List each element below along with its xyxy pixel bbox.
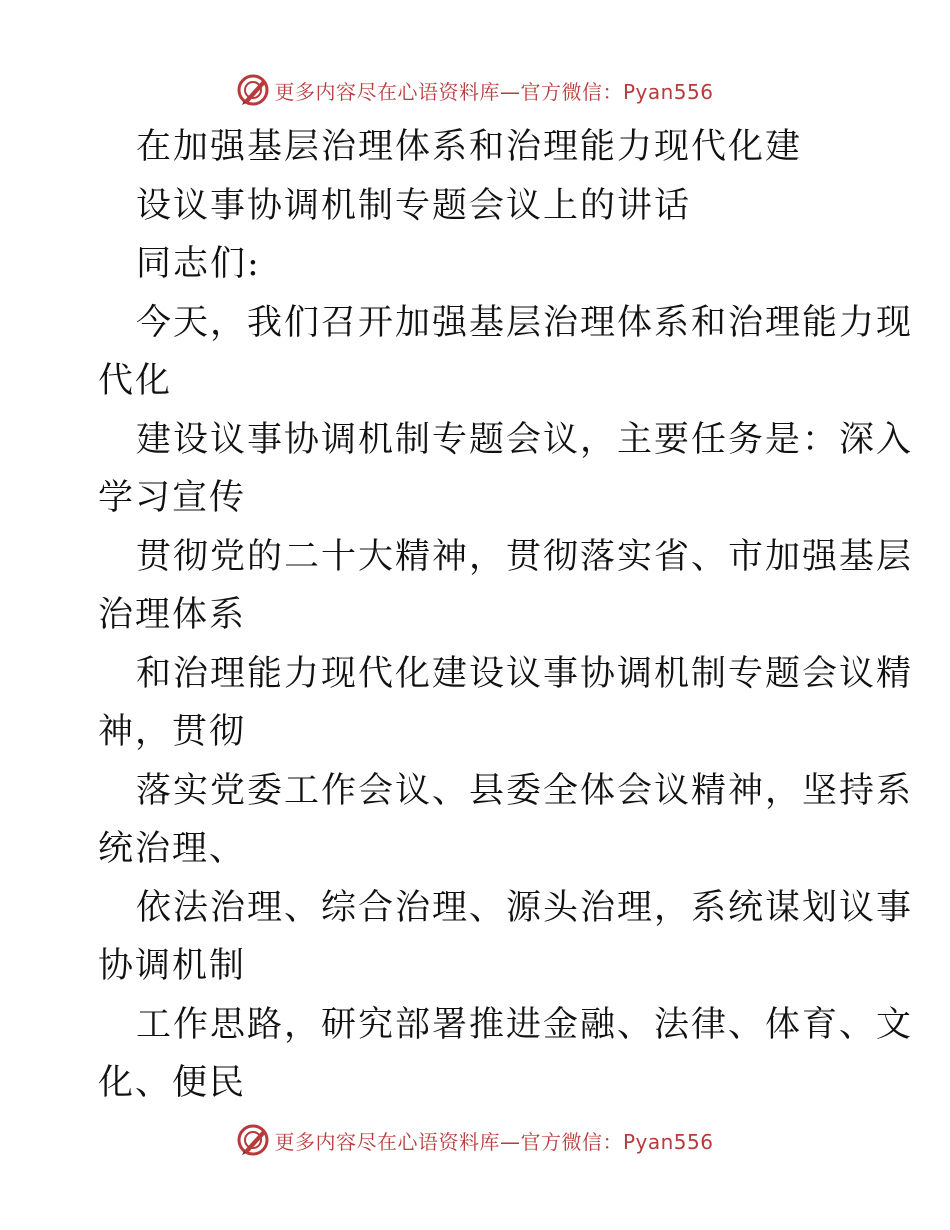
- text-line: 同志们:: [136, 244, 261, 284]
- pen-logo-icon: [236, 1123, 270, 1157]
- text-line: 设议事协调机制专题会议上的讲话: [136, 185, 692, 226]
- text-line: 和治理能力现代化建设议事协调机制专题会议精: [136, 653, 914, 694]
- text-line: 统治理、: [98, 829, 247, 869]
- text-line: 落实党委工作会议、县委全体会议精神，坚持系: [136, 770, 914, 811]
- text-line: 治理体系: [98, 595, 247, 635]
- text-line: 依法治理、综合治理、源头治理，系统谋划议事: [136, 887, 914, 928]
- watermark-text: 更多内容尽在心语资料库—官方微信：Pyan556: [274, 1129, 714, 1154]
- text-line: 代化: [98, 361, 173, 401]
- pen-logo-icon: [236, 73, 270, 107]
- document-body: [98, 118, 914, 1113]
- text-line: 今天，我们召开加强基层治理体系和治理能力现: [136, 302, 914, 343]
- text-line: 学习宣传: [98, 478, 247, 518]
- text-line: 在加强基层治理体系和治理能力现代化建: [136, 127, 803, 167]
- watermark-text: 更多内容尽在心语资料库—官方微信：Pyan556: [274, 79, 714, 104]
- text-line: 建设议事协调机制专题会议，主要任务是：深入: [136, 419, 914, 460]
- text-line: 化、便民: [98, 1063, 247, 1103]
- watermark-footer: [0, 1120, 950, 1160]
- text-line: 协调机制: [98, 946, 247, 986]
- text-line: 贯彻党的二十大精神，贯彻落实省、市加强基层: [136, 536, 914, 577]
- text-line: 神，贯彻: [98, 712, 247, 752]
- text-line: 工作思路，研究部署推进金融、法律、体育、文: [136, 1004, 914, 1045]
- watermark-header: [0, 70, 950, 110]
